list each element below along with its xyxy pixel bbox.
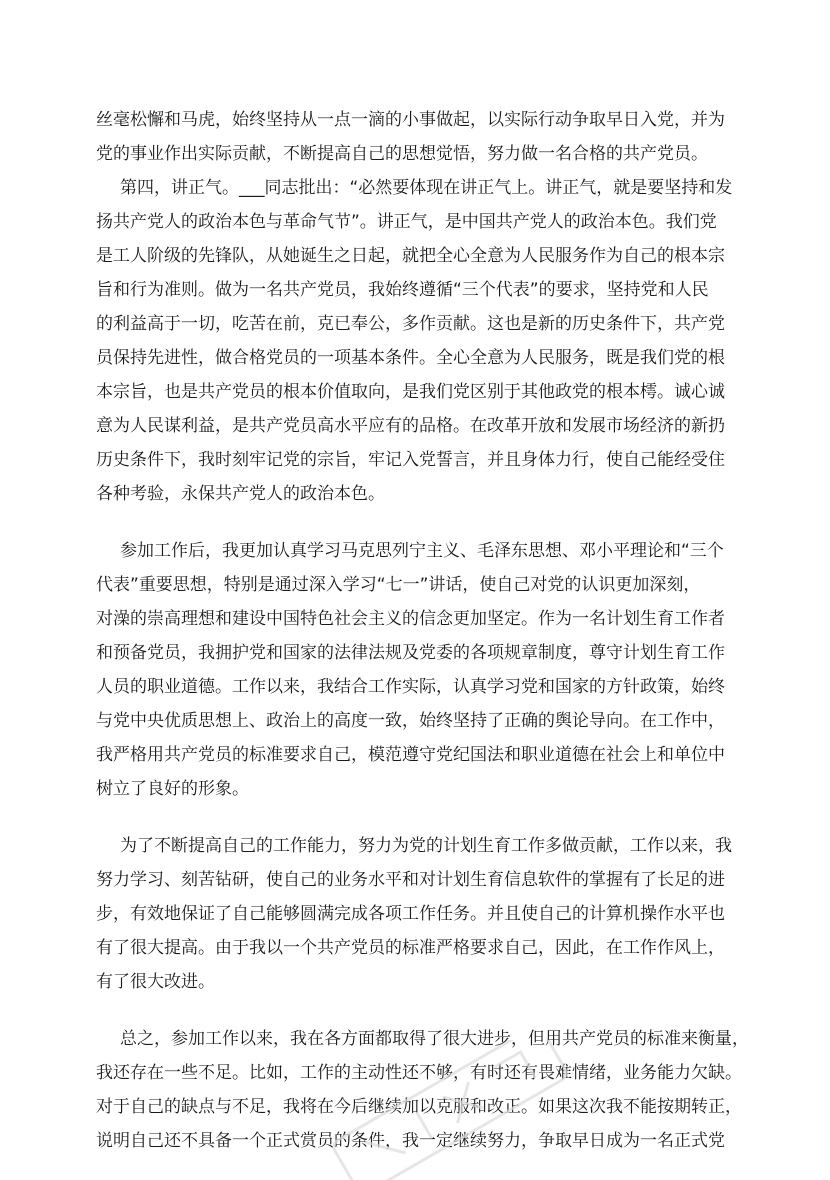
text-line: 努力学习、刻苦钻研，使自己的业务水平和对计划生育信息软件的掌握有了长足的进 bbox=[96, 870, 725, 890]
text-line: 和预备党员，我拥护党和国家的法律法规及党委的各项规章制度，尊守计划生育工作 bbox=[96, 643, 725, 663]
text-line: 第四，讲正气。___同志批出：“必然要体现在讲正气上。讲正气，就是要坚持和发 bbox=[120, 178, 733, 198]
text-line: 与党中央优质思想上、政治上的高度一致，始终坚持了正确的舆论导向。在工作中， bbox=[96, 711, 725, 731]
text-line: 树立了良好的形象。 bbox=[96, 779, 249, 799]
text-line: 我还存在一些不足。比如，工作的主动性还不够，有时还有畏难情绪，业务能力欠缺。 bbox=[96, 1063, 742, 1083]
text-line: 丝毫松懈和马虎，始终坚持从一点一滴的小事做起，以实际行动争取早日入党，并为 bbox=[96, 110, 725, 130]
text-line: 是工人阶级的先锋队，从她诞生之日起，就把全心全意为人民服务作为自己的根本宗 bbox=[96, 246, 725, 266]
text-line: 旨和行为准则。做为一名共产党员，我始终遵循“三个代表”的要求，坚持党和人民 bbox=[96, 280, 709, 300]
text-line: 员保持先进性，做合格党员的一项基本条件。全心全意为人民服务，既是我们党的根 bbox=[96, 348, 725, 368]
text-line: 总之，参加工作以来，我在各方面都取得了很大进步，但用共产党员的标准来衡量， bbox=[120, 1029, 749, 1049]
text-line: 的利益高于一切，吃苦在前，克已奉公，多作贡献。这也是新的历史条件下，共产党 bbox=[96, 314, 725, 334]
text-line: 对澡的崇高理想和建设中国特色社会主义的信念更加坚定。作为一名计划生育工作者 bbox=[96, 609, 725, 629]
text-line: 有了很大提高。由于我以一个共产党员的标准严格要求自己，因此，在工作作风上， bbox=[96, 938, 725, 958]
text-line: 人员的职业道德。工作以来，我结合工作实际，认真学习党和国家的方针政策，始终 bbox=[96, 677, 725, 697]
text-line: 本宗旨，也是共产党员的根本价值取向，是我们党区别于其他政党的根本樗。诚心诚 bbox=[96, 382, 725, 402]
text-line: 说明自己还不具备一个正式赏员的条件，我一定继续努力，争取早日成为一名正式党 bbox=[96, 1131, 725, 1151]
text-line: 步，有效地保证了自己能够圆满完成各项工作任务。并且使自己的计算机操作水平也 bbox=[96, 904, 725, 924]
text-line: 为了不断提高自己的工作能力，努力为党的计划生育工作多做贡献，工作以来，我 bbox=[120, 836, 732, 856]
text-line: 我严格用共产党员的标准要求自己，模范遵守党纪国法和职业道德在社会上和单位中 bbox=[96, 745, 725, 765]
text-line: 各种考验，永保共产党人的政治本色。 bbox=[96, 484, 385, 504]
text-line: 党的事业作出实际贡献，不断提高自己的思想觉悟，努力做一名合格的共产党员。 bbox=[96, 144, 708, 164]
text-line: 意为人民谋利益，是共产党员高水平应有的品格。在改革开放和发展市场经济的新扔 bbox=[96, 416, 725, 436]
text-line: 扬共产党人的政治本色与革命气节”。讲正气，是中国共产党人的政治本色。我们党 bbox=[96, 212, 717, 232]
text-line: 历史条件下，我时刻牢记党的宗旨，牢记入党誓言，并且身体力行，使自己能经受住 bbox=[96, 450, 725, 470]
text-line: 参加工作后，我更加认真学习马克思列宁主义、毛泽东思想、邓小平理论和“三个 bbox=[120, 541, 724, 561]
text-line: 代表”重要思想，特别是通过深入学习“七一”讲话，使自己对党的认识更加深刻， bbox=[96, 575, 701, 595]
text-line: 对于自己的缺点与不足，我将在今后继续加以克服和改正。如果这次我不能按期转正， bbox=[96, 1097, 742, 1117]
text-line: 有了很大改进。 bbox=[96, 972, 215, 992]
